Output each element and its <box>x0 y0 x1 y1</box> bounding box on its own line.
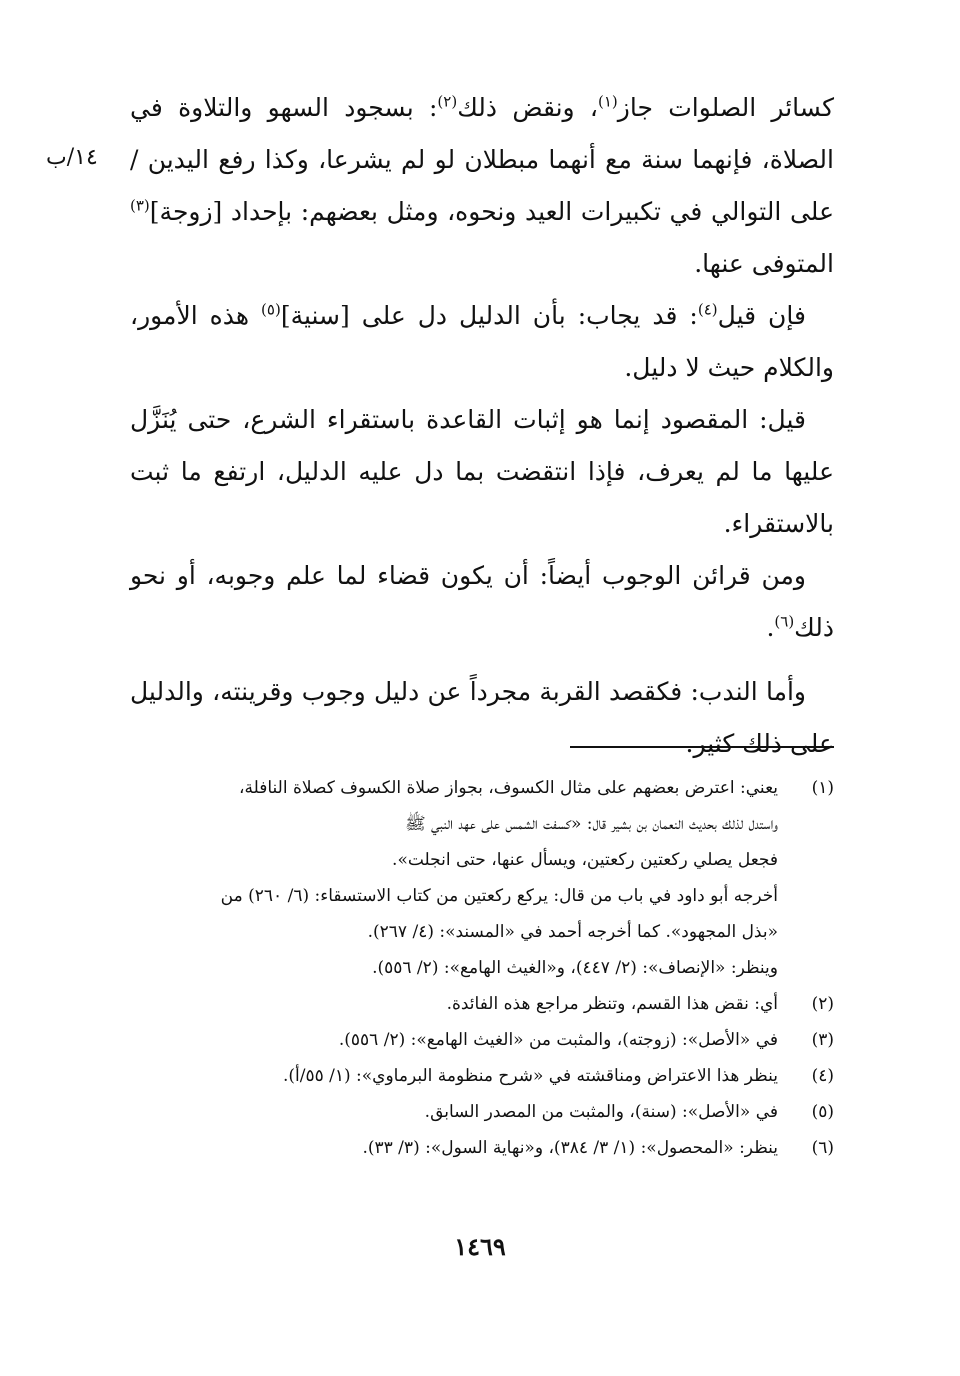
footnote-line: في «الأصل»: (زوجته)، والمثبت من «الغيث الهامع»: (٢/ ٥٥٦). <box>338 1030 778 1050</box>
footnote-line: يعني: اعترض بعضهم على مثال الكسوف، بجواز صلاة الكسوف كصلاة النافلة، <box>238 778 778 798</box>
text-run: : قد يجاب: بأن الدليل دل على [سنية] <box>280 301 698 330</box>
footnote-2 <box>130 986 834 1022</box>
footnote-number: (١) <box>811 778 834 798</box>
footnote-ref-4[interactable]: (٤) <box>697 300 718 319</box>
footnote-line: ينظر: «المحصول»: (١/ ٣/ ٣٨٤)، و«نهاية السول»: (٣/ ٣٣). <box>362 1138 778 1158</box>
footnote-line: أخرجه أبو داود في باب من قال: يركع ركعتين من كتاب الاستسقاء: (٦/ ٢٦٠) من <box>220 886 778 906</box>
footnotes <box>130 770 834 1166</box>
page-number: ١٤٦٩ <box>454 1232 506 1261</box>
paragraph-5: وأما الندب: فكقصد القربة مجرداً عن دليل وجوب وقرينته، والدليل على ذلك كثير. <box>130 677 834 758</box>
paragraph-2 <box>130 290 834 394</box>
text-run: . <box>766 613 775 642</box>
footnote-line: واستدل لذلك بحديث النعمان بن بشير قال: «كسفت الشمس على عهد النبي ﷺ <box>405 814 778 834</box>
footnote-line: «بذل المجهود». كما أخرجه أحمد في «المسند»: (٤/ ٢٦٧). <box>367 922 778 942</box>
text-run: كسائر الصلوات جاز <box>617 93 835 122</box>
footnote-ref-5[interactable]: (٥) <box>261 300 281 319</box>
text-run: فإن قيل <box>717 301 806 330</box>
footnote-3 <box>130 1022 834 1058</box>
footnote-ref-6[interactable]: (٦) <box>774 612 795 631</box>
footnote-line: فجعل يصلي ركعتين ركعتين، ويسأل عنها، حتى انجلت». <box>392 850 778 870</box>
footnote-number: (٤) <box>811 1066 834 1086</box>
margin-folio-note: ١٤/ب <box>46 145 98 170</box>
footnote-line: أي: نقض هذا القسم، وتنظر مراجع هذه الفائدة. <box>446 994 778 1014</box>
footnote-number: (٣) <box>811 1030 834 1050</box>
text-run: ومن قرائن الوجوب أيضاً: أن يكون قضاء لما علم وجوبه، أو نحو ذلك <box>130 561 834 642</box>
main-text <box>130 82 834 770</box>
footnote-6 <box>130 1130 834 1166</box>
footnote-ref-3[interactable]: (٣) <box>130 196 150 215</box>
footnote-4 <box>130 1058 834 1094</box>
paragraph-3: قيل: المقصود إنما هو إثبات القاعدة باستقراء الشرع، حتى يُنَزَّل عليها ما لم يعرف، فإذا انتقضت بما دل عليه الدليل، ارتفع ما ثبت بالاستقراء. <box>130 405 834 538</box>
text-run: ، ونقض ذلك <box>457 93 598 122</box>
footnote-1 <box>130 770 834 986</box>
footnote-line: ينظر هذا الاعتراض ومناقشته في «شرح منظومة البرماوي»: (١/ ٥٥/أ). <box>282 1066 778 1086</box>
text-run: هذه الأمور، والكلام حيث لا دليل. <box>130 301 834 382</box>
footnote-number: (٦) <box>811 1138 834 1158</box>
footnote-line: وينظر: «الإنصاف»: (٢/ ٤٤٧)، و«الغيث الهامع»: (٢/ ٥٥٦). <box>372 958 778 978</box>
text-run: : بسجود السهو والتلاوة في الصلاة، فإنهما سنة مع أنهما مبطلان لو لم يشرعا، وكذا رفع اليدين / على التوالي في تكبيرات العيد ونحوه، ومثل بعضهم: بإحداد [زوجة] <box>130 93 834 226</box>
footnote-separator <box>570 746 834 748</box>
paragraph-1 <box>130 82 834 290</box>
footnote-ref-1[interactable]: (١) <box>598 92 618 111</box>
footnote-ref-2[interactable]: (٢) <box>437 92 458 111</box>
footnote-line: في «الأصل»: (سنة)، والمثبت من المصدر السابق. <box>424 1102 778 1122</box>
footnote-number: (٢) <box>811 994 834 1014</box>
footnote-5 <box>130 1094 834 1130</box>
text-run: المتوفى عنها. <box>694 249 834 278</box>
footnote-number: (٥) <box>811 1102 834 1122</box>
paragraph-4 <box>130 550 834 654</box>
